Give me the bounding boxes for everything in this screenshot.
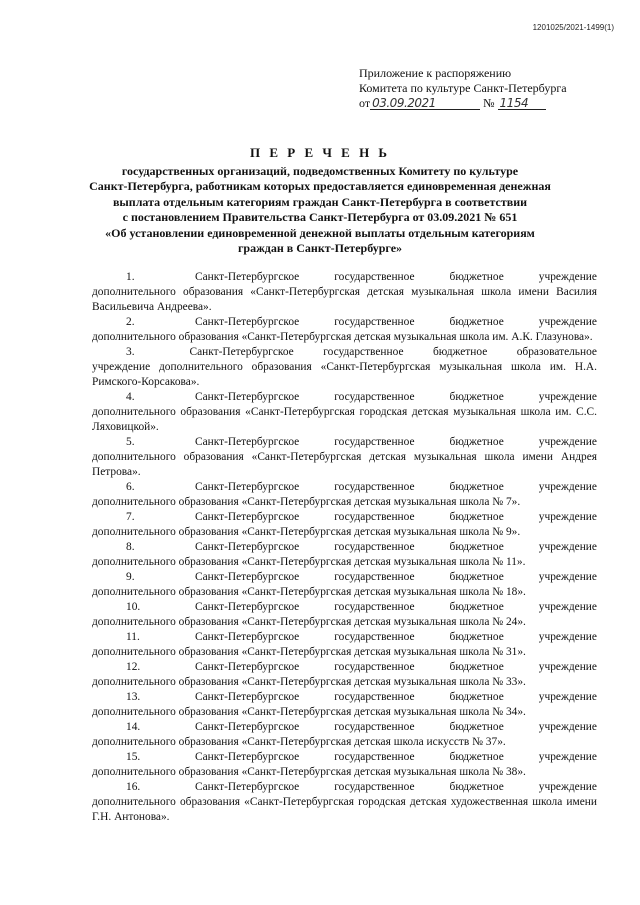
list-item-word: Санкт-Петербургское (195, 691, 300, 703)
appendix-date-line (359, 96, 619, 111)
list-item-text: дополнительного образования «Санкт-Петербургская детская музыкальная школа имени Василия Васильевича Андреева». (92, 286, 597, 313)
list-item-word: государственное (334, 541, 415, 553)
title-line-3: выплата отдельным категориям граждан Санкт-Петербурга в соответствии (112, 194, 528, 209)
list-item-word: учреждение (538, 721, 597, 733)
document-title (80, 145, 560, 257)
list-item-word: учреждение (538, 436, 597, 448)
list-item (92, 540, 597, 570)
list-item-first-line (92, 600, 597, 615)
list-item-word: учреждение (538, 661, 597, 673)
list-item-word: учреждение (538, 631, 597, 643)
list-item-text: дополнительного образования «Санкт-Петербургская детская музыкальная школа № 11». (92, 556, 526, 568)
list-item-first-line (92, 750, 597, 765)
list-item (92, 720, 597, 750)
list-item-text: дополнительного образования «Санкт-Петербургская детская музыкальная школа № 7». (92, 496, 521, 508)
list-item-first-line (92, 315, 597, 330)
list-item (92, 600, 597, 630)
list-item-first-line (92, 435, 597, 450)
list-item-word: Санкт-Петербургское (195, 316, 300, 328)
list-item (92, 660, 597, 690)
title-heading: П Е Р Е Ч Е Н Ь (249, 145, 391, 160)
list-item-word: Санкт-Петербургское (189, 346, 294, 358)
list-item-word: Санкт-Петербургское (195, 721, 300, 733)
list-item-text: дополнительного образования «Санкт-Петербургская детская музыкальная школа № 31». (92, 646, 526, 658)
list-item-word: бюджетное (449, 436, 504, 448)
list-item-word: учреждение (538, 316, 597, 328)
list-item-text: учреждение дополнительного образования «Санкт-Петербургская музыкальная школа им. Н.А. Римского-Корсакова». (92, 361, 597, 388)
list-item-word: государственное (334, 271, 415, 283)
appendix-line-1: Приложение к распоряжению (359, 66, 512, 80)
list-item-word: государственное (334, 436, 415, 448)
list-item-word: Санкт-Петербургское (195, 631, 300, 643)
list-item-text: дополнительного образования «Санкт-Петербургская детская музыкальная школа № 18». (92, 586, 526, 598)
list-item-number: 4. (126, 391, 135, 403)
appendix-line-2: Комитета по культуре Санкт-Петербурга (359, 81, 567, 95)
list-item-first-line (92, 390, 597, 405)
list-item-number: 5. (126, 436, 135, 448)
list-item-word: Санкт-Петербургское (195, 661, 300, 673)
list-item-text: дополнительного образования «Санкт-Петербургская детская школа искусств № 37». (92, 736, 506, 748)
list-item-word: государственное (334, 631, 415, 643)
list-item-word: учреждение (538, 481, 597, 493)
list-item-word: Санкт-Петербургское (195, 751, 300, 763)
handwritten-number: 1154 (498, 97, 546, 110)
list-item-word: бюджетное (449, 391, 504, 403)
list-item-number: 3. (126, 346, 135, 358)
list-item (92, 480, 597, 510)
list-item (92, 780, 597, 825)
list-item-number: 12. (126, 661, 141, 673)
list-item-word: государственное (334, 781, 415, 793)
list-item-word: образовательное (516, 346, 597, 358)
list-item-number: 14. (126, 721, 141, 733)
list-item-first-line (92, 570, 597, 585)
list-item-first-line (92, 540, 597, 555)
list-item-word: бюджетное (449, 691, 504, 703)
list-item (92, 315, 597, 345)
list-item-word: государственное (334, 751, 415, 763)
list-item-text: дополнительного образования «Санкт-Петербургская детская музыкальная школа имени Андрея Петрова». (92, 451, 597, 478)
list-item-text: дополнительного образования «Санкт-Петербургская детская музыкальная школа № 9». (92, 526, 521, 538)
title-line-6: граждан в Санкт-Петербурге» (237, 241, 403, 255)
list-item (92, 570, 597, 600)
list-item-word: учреждение (538, 691, 597, 703)
list-item-text: дополнительного образования «Санкт-Петербургская детская музыкальная школа № 24». (92, 616, 526, 628)
list-item-first-line (92, 720, 597, 735)
list-item-first-line (92, 780, 597, 795)
list-item-word: государственное (334, 316, 415, 328)
list-item-text: дополнительного образования «Санкт-Петербургская городская детская художественная школа имени Г.Н. Антонова». (92, 796, 597, 823)
list-item-word: государственное (334, 391, 415, 403)
list-item-number: 16. (126, 781, 141, 793)
list-item (92, 270, 597, 315)
list-item-word: бюджетное (449, 721, 504, 733)
list-item-word: бюджетное (449, 781, 504, 793)
list-item (92, 345, 597, 390)
list-item-word: учреждение (538, 571, 597, 583)
list-item-word: Санкт-Петербургское (195, 436, 300, 448)
list-item-word: учреждение (538, 391, 597, 403)
list-item-word: учреждение (538, 781, 597, 793)
list-item-number: 7. (126, 511, 135, 523)
list-item-word: бюджетное (449, 541, 504, 553)
list-item-word: государственное (334, 601, 415, 613)
list-item-word: Санкт-Петербургское (195, 571, 300, 583)
list-item-word: бюджетное (449, 571, 504, 583)
list-item-number: 13. (126, 691, 141, 703)
list-item-word: бюджетное (449, 316, 504, 328)
title-line-5: «Об установлении единовременной денежной выплаты отдельным категориям (105, 225, 535, 240)
list-item-word: Санкт-Петербургское (195, 511, 300, 523)
list-item-first-line (92, 480, 597, 495)
list-item-first-line (92, 345, 597, 360)
list-item (92, 690, 597, 720)
document-number: 1201025/2021-1499(1) (532, 23, 614, 32)
title-line-1: государственных организаций, подведомственных Комитету по культуре (121, 163, 519, 178)
list-item-text: дополнительного образования «Санкт-Петербургская городская детская музыкальная школа им. С.С. Ляховицкой». (92, 406, 597, 433)
list-item-word: учреждение (538, 271, 597, 283)
organization-list (92, 270, 597, 825)
list-item-text: дополнительного образования «Санкт-Петербургская детская музыкальная школа № 33». (92, 676, 526, 688)
list-item-word: Санкт-Петербургское (195, 271, 300, 283)
list-item-number: 9. (126, 571, 135, 583)
list-item-word: учреждение (538, 541, 597, 553)
list-item-word: государственное (334, 481, 415, 493)
list-item-first-line (92, 270, 597, 285)
list-item-number: 6. (126, 481, 135, 493)
list-item-word: бюджетное (449, 751, 504, 763)
list-item-word: Санкт-Петербургское (195, 481, 300, 493)
list-item-word: бюджетное (449, 601, 504, 613)
list-item-number: 10. (126, 601, 141, 613)
list-item (92, 630, 597, 660)
list-item (92, 390, 597, 435)
list-item-word: бюджетное (449, 481, 504, 493)
title-line-2: Санкт-Петербурга, работникам которых предоставляется единовременная денежная (89, 179, 551, 193)
list-item-word: учреждение (538, 511, 597, 523)
list-item-number: 2. (126, 316, 135, 328)
list-item-text: дополнительного образования «Санкт-Петербургская детская музыкальная школа им. А.К. Глазунова». (92, 331, 593, 343)
list-item-number: 15. (126, 751, 141, 763)
list-item (92, 435, 597, 480)
date-prefix: от (359, 96, 371, 110)
list-item-word: бюджетное (432, 346, 488, 358)
list-item-word: бюджетное (449, 271, 504, 283)
list-item-word: государственное (334, 571, 415, 583)
list-item-word: государственное (323, 346, 404, 358)
list-item-first-line (92, 510, 597, 525)
list-item-word: государственное (334, 721, 415, 733)
list-item-number: 1. (126, 271, 135, 283)
list-item-first-line (92, 690, 597, 705)
list-item-word: учреждение (538, 751, 597, 763)
list-item-word: Санкт-Петербургское (195, 391, 300, 403)
list-item (92, 510, 597, 540)
handwritten-date: 03.09.2021 (370, 97, 480, 110)
list-item-word: Санкт-Петербургское (195, 781, 300, 793)
appendix-block (359, 66, 619, 111)
list-item-word: государственное (334, 511, 415, 523)
number-prefix: № (483, 96, 495, 110)
list-item-text: дополнительного образования «Санкт-Петербургская детская музыкальная школа № 34». (92, 706, 526, 718)
list-item-first-line (92, 660, 597, 675)
list-item-word: бюджетное (449, 511, 504, 523)
list-item-number: 11. (126, 631, 140, 643)
list-item-word: бюджетное (449, 661, 504, 673)
list-item-word: учреждение (538, 601, 597, 613)
list-item-text: дополнительного образования «Санкт-Петербургская детская музыкальная школа № 38». (92, 766, 526, 778)
list-item-number: 8. (126, 541, 135, 553)
list-item-word: бюджетное (449, 631, 504, 643)
list-item (92, 750, 597, 780)
title-line-4: с постановлением Правительства Санкт-Петербурга от 03.09.2021 № 651 (122, 210, 518, 224)
list-item-word: Санкт-Петербургское (195, 601, 300, 613)
list-item-first-line (92, 630, 597, 645)
list-item-word: государственное (334, 661, 415, 673)
list-item-word: государственное (334, 691, 415, 703)
list-item-word: Санкт-Петербургское (195, 541, 300, 553)
